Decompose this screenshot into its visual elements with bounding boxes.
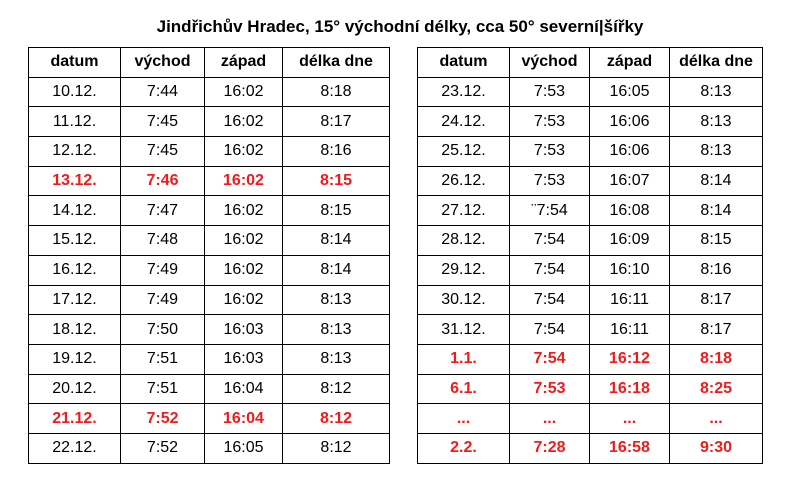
sunrise-cell: 7:50 bbox=[121, 315, 205, 345]
table-row bbox=[418, 107, 763, 137]
sunrise-cell: 7:53 bbox=[510, 107, 590, 137]
table-row bbox=[29, 166, 390, 196]
sunset-cell: 16:02 bbox=[205, 166, 283, 196]
date-cell: 26.12. bbox=[418, 166, 510, 196]
sunrise-cell: ¨7:54 bbox=[510, 196, 590, 226]
sunrise-cell: 7:51 bbox=[121, 374, 205, 404]
table-row bbox=[418, 433, 763, 463]
day-length-cell: 8:15 bbox=[283, 196, 390, 226]
table-row bbox=[29, 107, 390, 137]
sunrise-cell: 7:46 bbox=[121, 166, 205, 196]
table-row bbox=[418, 255, 763, 285]
sunrise-cell: 7:53 bbox=[510, 166, 590, 196]
sunrise-cell: 7:44 bbox=[121, 77, 205, 107]
sunset-cell: 16:12 bbox=[590, 344, 670, 374]
table-row bbox=[29, 344, 390, 374]
day-length-cell: 8:13 bbox=[283, 285, 390, 315]
date-cell: 10.12. bbox=[29, 77, 121, 107]
sunset-cell: 16:06 bbox=[590, 137, 670, 167]
day-length-cell: 8:16 bbox=[283, 137, 390, 167]
sunrise-cell: 7:53 bbox=[510, 137, 590, 167]
page-title: Jindřichův Hradec, 15° východní délky, cca 50° severní|šířky bbox=[156, 17, 644, 36]
day-length-cell: 8:13 bbox=[670, 77, 763, 107]
table-row bbox=[418, 166, 763, 196]
header-zapad: západ bbox=[590, 48, 670, 78]
day-length-cell: 8:14 bbox=[670, 196, 763, 226]
date-cell: 29.12. bbox=[418, 255, 510, 285]
day-length-cell: 8:25 bbox=[670, 374, 763, 404]
table-row bbox=[418, 285, 763, 315]
table-row bbox=[29, 404, 390, 434]
date-cell: 11.12. bbox=[29, 107, 121, 137]
date-cell: 14.12. bbox=[29, 196, 121, 226]
day-length-cell: 8:18 bbox=[283, 77, 390, 107]
sunset-cell: 16:05 bbox=[205, 433, 283, 463]
table-header-row bbox=[418, 48, 763, 78]
table-row bbox=[418, 196, 763, 226]
sunrise-cell: 7:54 bbox=[510, 344, 590, 374]
day-length-cell: 8:17 bbox=[670, 315, 763, 345]
day-length-cell: 8:17 bbox=[670, 285, 763, 315]
date-cell: 1.1. bbox=[418, 344, 510, 374]
sunset-cell: 16:04 bbox=[205, 404, 283, 434]
sunset-cell: 16:03 bbox=[205, 344, 283, 374]
sunrise-cell: 7:53 bbox=[510, 374, 590, 404]
sunrise-cell: 7:53 bbox=[510, 77, 590, 107]
table-row bbox=[418, 315, 763, 345]
table-row bbox=[418, 137, 763, 167]
day-length-cell: 8:15 bbox=[670, 226, 763, 256]
table-row bbox=[418, 374, 763, 404]
sunrise-table-right bbox=[417, 47, 763, 464]
sunset-cell: 16:06 bbox=[590, 107, 670, 137]
sunrise-cell: 7:49 bbox=[121, 285, 205, 315]
header-vychod: východ bbox=[121, 48, 205, 78]
table-row bbox=[418, 344, 763, 374]
sunrise-cell: 7:54 bbox=[510, 315, 590, 345]
sunset-cell: 16:10 bbox=[590, 255, 670, 285]
day-length-cell: 8:18 bbox=[670, 344, 763, 374]
sunset-cell: 16:02 bbox=[205, 196, 283, 226]
header-datum: datum bbox=[418, 48, 510, 78]
table-row bbox=[29, 374, 390, 404]
day-length-cell: 9:30 bbox=[670, 433, 763, 463]
table-row bbox=[418, 77, 763, 107]
table-row bbox=[29, 196, 390, 226]
day-length-cell: 8:13 bbox=[283, 315, 390, 345]
sunset-cell: 16:18 bbox=[590, 374, 670, 404]
day-length-cell: 8:15 bbox=[283, 166, 390, 196]
sunset-cell: 16:04 bbox=[205, 374, 283, 404]
date-cell: 15.12. bbox=[29, 226, 121, 256]
date-cell: 30.12. bbox=[418, 285, 510, 315]
day-length-cell: 8:16 bbox=[670, 255, 763, 285]
date-cell: 27.12. bbox=[418, 196, 510, 226]
sunset-cell: 16:03 bbox=[205, 315, 283, 345]
date-cell: 21.12. bbox=[29, 404, 121, 434]
sunrise-cell: ... bbox=[510, 404, 590, 434]
date-cell: 24.12. bbox=[418, 107, 510, 137]
table-header-row bbox=[29, 48, 390, 78]
date-cell: 2.2. bbox=[418, 433, 510, 463]
table-row bbox=[29, 77, 390, 107]
sunrise-cell: 7:52 bbox=[121, 433, 205, 463]
header-zapad: západ bbox=[205, 48, 283, 78]
day-length-cell: 8:14 bbox=[283, 255, 390, 285]
date-cell: 22.12. bbox=[29, 433, 121, 463]
sunrise-cell: 7:54 bbox=[510, 226, 590, 256]
date-cell: 19.12. bbox=[29, 344, 121, 374]
date-cell: 16.12. bbox=[29, 255, 121, 285]
sunset-cell: 16:58 bbox=[590, 433, 670, 463]
sunrise-cell: 7:52 bbox=[121, 404, 205, 434]
table-row bbox=[29, 226, 390, 256]
header-vychod: východ bbox=[510, 48, 590, 78]
sunset-cell: 16:02 bbox=[205, 226, 283, 256]
day-length-cell: 8:13 bbox=[283, 344, 390, 374]
day-length-cell: 8:13 bbox=[670, 137, 763, 167]
sunset-cell: ... bbox=[590, 404, 670, 434]
date-cell: 20.12. bbox=[29, 374, 121, 404]
sunrise-cell: 7:51 bbox=[121, 344, 205, 374]
date-cell: 31.12. bbox=[418, 315, 510, 345]
table-row bbox=[418, 226, 763, 256]
day-length-cell: 8:12 bbox=[283, 433, 390, 463]
day-length-cell: ... bbox=[670, 404, 763, 434]
sunset-cell: 16:07 bbox=[590, 166, 670, 196]
header-datum: datum bbox=[29, 48, 121, 78]
table-row bbox=[29, 255, 390, 285]
date-cell: 17.12. bbox=[29, 285, 121, 315]
sunrise-cell: 7:45 bbox=[121, 137, 205, 167]
sunrise-cell: 7:48 bbox=[121, 226, 205, 256]
date-cell: ... bbox=[418, 404, 510, 434]
sunrise-cell: 7:45 bbox=[121, 107, 205, 137]
sunset-cell: 16:02 bbox=[205, 137, 283, 167]
sunrise-cell: 7:47 bbox=[121, 196, 205, 226]
sunset-cell: 16:11 bbox=[590, 285, 670, 315]
table-row bbox=[418, 404, 763, 434]
table-row bbox=[29, 433, 390, 463]
date-cell: 23.12. bbox=[418, 77, 510, 107]
day-length-cell: 8:12 bbox=[283, 374, 390, 404]
date-cell: 12.12. bbox=[29, 137, 121, 167]
table-row bbox=[29, 315, 390, 345]
sunset-cell: 16:11 bbox=[590, 315, 670, 345]
date-cell: 13.12. bbox=[29, 166, 121, 196]
sunrise-cell: 7:54 bbox=[510, 255, 590, 285]
sunset-cell: 16:02 bbox=[205, 107, 283, 137]
header-delka-dne: délka dne bbox=[283, 48, 390, 78]
day-length-cell: 8:14 bbox=[670, 166, 763, 196]
day-length-cell: 8:17 bbox=[283, 107, 390, 137]
date-cell: 25.12. bbox=[418, 137, 510, 167]
sunset-cell: 16:02 bbox=[205, 255, 283, 285]
sunrise-table-left bbox=[28, 47, 390, 464]
date-cell: 28.12. bbox=[418, 226, 510, 256]
sunrise-cell: 7:49 bbox=[121, 255, 205, 285]
sunset-cell: 16:05 bbox=[590, 77, 670, 107]
day-length-cell: 8:13 bbox=[670, 107, 763, 137]
sunset-cell: 16:08 bbox=[590, 196, 670, 226]
header-delka-dne: délka dne bbox=[670, 48, 763, 78]
date-cell: 6.1. bbox=[418, 374, 510, 404]
sunset-cell: 16:02 bbox=[205, 77, 283, 107]
sunrise-cell: 7:28 bbox=[510, 433, 590, 463]
sunrise-cell: 7:54 bbox=[510, 285, 590, 315]
date-cell: 18.12. bbox=[29, 315, 121, 345]
table-row bbox=[29, 137, 390, 167]
day-length-cell: 8:12 bbox=[283, 404, 390, 434]
sunset-cell: 16:09 bbox=[590, 226, 670, 256]
sunset-cell: 16:02 bbox=[205, 285, 283, 315]
table-row bbox=[29, 285, 390, 315]
day-length-cell: 8:14 bbox=[283, 226, 390, 256]
